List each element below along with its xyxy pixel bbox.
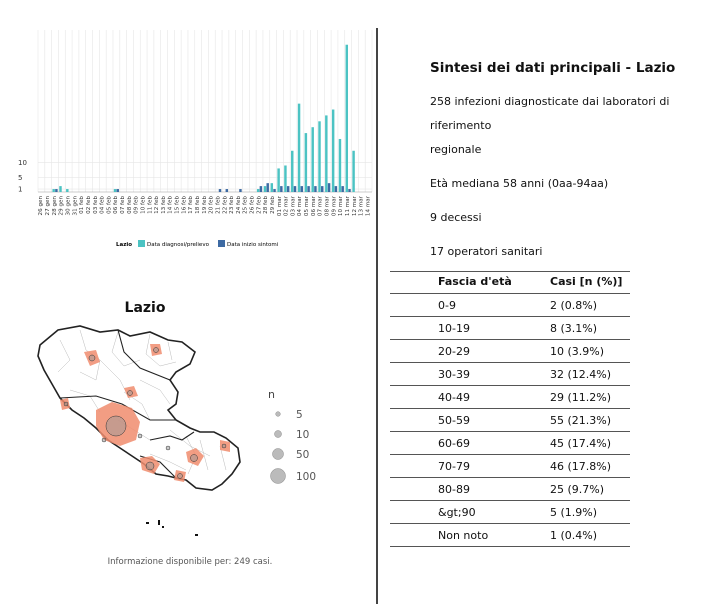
bar-diagnosi (277, 168, 279, 192)
bar-sintomi (273, 189, 275, 192)
age-band: 0-9 (390, 294, 550, 317)
bar-sintomi (260, 186, 262, 192)
case-count: 10 (3.9%) (550, 340, 630, 363)
bar-sintomi (287, 186, 289, 192)
legend-circle-5 (276, 412, 281, 417)
x-tick-label: 19 feb (201, 196, 208, 214)
x-tick-label: 15 feb (174, 196, 181, 214)
summary-deaths: 9 decessi (430, 211, 482, 224)
age-band: 50-59 (390, 409, 550, 432)
x-tick-label: 06 mar (310, 196, 317, 217)
bar-diagnosi (114, 189, 116, 192)
bar-sintomi (301, 186, 303, 192)
x-tick-label: 13 mar (358, 196, 365, 217)
case-count: 32 (12.4%) (550, 363, 630, 386)
x-tick-label: 11 mar (344, 196, 351, 217)
bar-diagnosi (264, 186, 266, 192)
map-size-legend (271, 409, 317, 484)
bar-sintomi (335, 186, 337, 192)
x-tick-label: 04 mar (297, 196, 304, 217)
age-table (390, 271, 630, 547)
legend-value-5: 5 (296, 409, 303, 421)
age-band: 70-79 (390, 455, 550, 478)
bar-sintomi (55, 189, 57, 192)
bar-diagnosi (291, 151, 293, 192)
legend-circle-10 (275, 431, 282, 438)
x-tick-label: 05 mar (304, 196, 311, 217)
bar-diagnosi (325, 115, 327, 192)
x-tick-label: 11 feb (147, 196, 154, 214)
chart-x-ticks (38, 195, 371, 216)
bar-diagnosi (332, 110, 334, 192)
x-tick-label: 09 mar (331, 196, 338, 217)
table-row (390, 386, 630, 409)
case-count: 1 (0.4%) (550, 524, 630, 547)
bar-diagnosi (298, 104, 300, 192)
bar-diagnosi (339, 139, 341, 192)
bar-sintomi (348, 189, 350, 192)
x-tick-label: 26 feb (249, 195, 256, 214)
summary-median-age: Età mediana 58 anni (0aa-94aa) (430, 177, 609, 190)
age-band: 60-69 (390, 432, 550, 455)
x-tick-label: 01 feb (79, 196, 86, 214)
case-count: 8 (3.1%) (550, 317, 630, 340)
x-tick-label: 05 feb (106, 196, 113, 214)
x-tick-label: 07 mar (317, 196, 324, 217)
bar-sintomi (280, 186, 282, 192)
age-band: 10-19 (390, 317, 550, 340)
bar-diagnosi (352, 151, 354, 192)
table-row (390, 340, 630, 363)
bar-sintomi (117, 189, 119, 192)
x-tick-label: 01 mar (276, 196, 283, 217)
bar-sintomi (294, 186, 296, 192)
x-tick-label: 29 feb (269, 196, 276, 214)
age-table-header-row (390, 272, 630, 294)
bar-sintomi (321, 186, 323, 192)
x-tick-label: 14 feb (167, 196, 174, 214)
map-footer: Informazione disponibile per: 249 casi. (107, 557, 273, 567)
bar-sintomi (307, 186, 309, 192)
x-tick-label: 26 gen (38, 196, 45, 216)
y-tick-label: 1 (18, 185, 23, 194)
table-row (390, 455, 630, 478)
legend-label-diagnosi: Data diagnosi/prelievo (147, 242, 209, 248)
table-row (390, 524, 630, 547)
x-tick-label: 30 gen (65, 196, 72, 216)
age-band: Non noto (390, 524, 550, 547)
islands (146, 520, 198, 536)
lazio-map (38, 326, 240, 536)
chart-y-ticks (18, 159, 27, 194)
table-row (390, 478, 630, 501)
table-row (390, 317, 630, 340)
x-tick-label: 12 feb (154, 196, 161, 214)
x-tick-label: 14 mar (365, 196, 372, 217)
x-tick-label: 02 mar (283, 196, 290, 217)
chart-grid (38, 30, 372, 192)
case-count: 46 (17.8%) (550, 455, 630, 478)
x-tick-label: 09 feb (133, 196, 140, 214)
bar-sintomi (226, 189, 228, 192)
bar-sintomi (328, 183, 330, 192)
summary-panel (430, 60, 710, 264)
x-tick-label: 27 feb (256, 196, 263, 214)
age-band: 30-39 (390, 363, 550, 386)
bar-diagnosi (318, 121, 320, 192)
x-tick-label: 20 feb (208, 196, 215, 214)
summary-health-workers: 17 operatori sanitari (430, 245, 543, 258)
x-tick-label: 24 feb (235, 196, 242, 214)
chart-bars (52, 45, 354, 192)
bar-diagnosi (59, 186, 61, 192)
legend-swatch-sintomi (218, 240, 225, 247)
case-count: 45 (17.4%) (550, 432, 630, 455)
x-tick-label: 27 gen (45, 196, 52, 216)
y-tick-label: 10 (18, 159, 27, 168)
x-tick-label: 18 feb (195, 196, 202, 214)
x-tick-label: 03 mar (290, 196, 297, 217)
case-count: 55 (21.3%) (550, 409, 630, 432)
x-tick-label: 04 feb (99, 196, 106, 214)
map-legend-title: n (268, 388, 275, 401)
bar-sintomi (219, 189, 221, 192)
bar-diagnosi (284, 165, 286, 192)
bar-diagnosi (257, 189, 259, 192)
legend-label-sintomi: Data inizio sintomi (227, 242, 279, 248)
case-count: 25 (9.7%) (550, 478, 630, 501)
table-row (390, 294, 630, 317)
x-tick-label: 22 feb (222, 196, 229, 214)
bar-sintomi (314, 186, 316, 192)
bar-diagnosi (305, 133, 307, 192)
x-tick-label: 06 feb (113, 196, 120, 214)
x-tick-label: 16 feb (181, 196, 188, 214)
x-tick-label: 12 mar (351, 196, 358, 217)
x-tick-label: 31 gen (72, 196, 79, 216)
x-tick-label: 13 feb (160, 196, 167, 214)
bar-diagnosi (52, 189, 54, 192)
bar-diagnosi (311, 127, 313, 192)
x-tick-label: 23 feb (229, 196, 236, 214)
summary-infections-cont: regionale (430, 143, 482, 156)
x-tick-label: 28 feb (263, 196, 270, 214)
table-row (390, 409, 630, 432)
x-tick-label: 10 feb (140, 196, 147, 214)
bar-sintomi (341, 186, 343, 192)
bar-diagnosi (66, 189, 68, 192)
map-title: Lazio (124, 300, 166, 316)
x-tick-label: 10 mar (338, 196, 345, 217)
x-tick-label: 28 gen (51, 196, 58, 216)
case-count: 5 (1.9%) (550, 501, 630, 524)
age-band: 40-49 (390, 386, 550, 409)
legend-circle-100 (271, 469, 286, 484)
bar-diagnosi (346, 45, 348, 192)
x-tick-label: 07 feb (120, 196, 127, 214)
x-tick-label: 21 feb (215, 196, 222, 214)
age-table-header-age: Fascia d'età (390, 272, 550, 294)
x-tick-label: 08 feb (126, 196, 133, 214)
table-row (390, 363, 630, 386)
legend-circle-50 (273, 449, 284, 460)
legend-value-10: 10 (296, 429, 310, 441)
bar-sintomi (239, 189, 241, 192)
summary-infections: 258 infezioni diagnosticate dai laboratori di riferimento (430, 95, 670, 132)
x-tick-label: 29 gen (58, 196, 65, 216)
bar-sintomi (266, 183, 268, 192)
x-tick-label: 03 feb (92, 196, 99, 214)
age-band: 80-89 (390, 478, 550, 501)
age-table-header-cases: Casi [n (%)] (550, 272, 630, 294)
table-row (390, 501, 630, 524)
bar-diagnosi (271, 183, 273, 192)
x-tick-label: 02 feb (85, 196, 92, 214)
legend-value-100: 100 (296, 471, 317, 483)
chart-legend (116, 240, 279, 248)
age-band: 20-29 (390, 340, 550, 363)
case-count: 29 (11.2%) (550, 386, 630, 409)
legend-title: Lazio (116, 242, 133, 248)
x-tick-label: 17 feb (188, 196, 195, 214)
age-band: &gt;90 (390, 501, 550, 524)
x-tick-label: 25 feb (242, 196, 249, 214)
case-count: 2 (0.8%) (550, 294, 630, 317)
summary-title: Sintesi dei dati principali - Lazio (430, 60, 676, 76)
x-tick-label: 08 mar (324, 196, 331, 217)
y-tick-label: 5 (18, 173, 23, 182)
legend-value-50: 50 (296, 449, 310, 461)
table-row (390, 432, 630, 455)
vertical-divider (376, 28, 378, 604)
legend-swatch-diagnosi (138, 240, 145, 247)
